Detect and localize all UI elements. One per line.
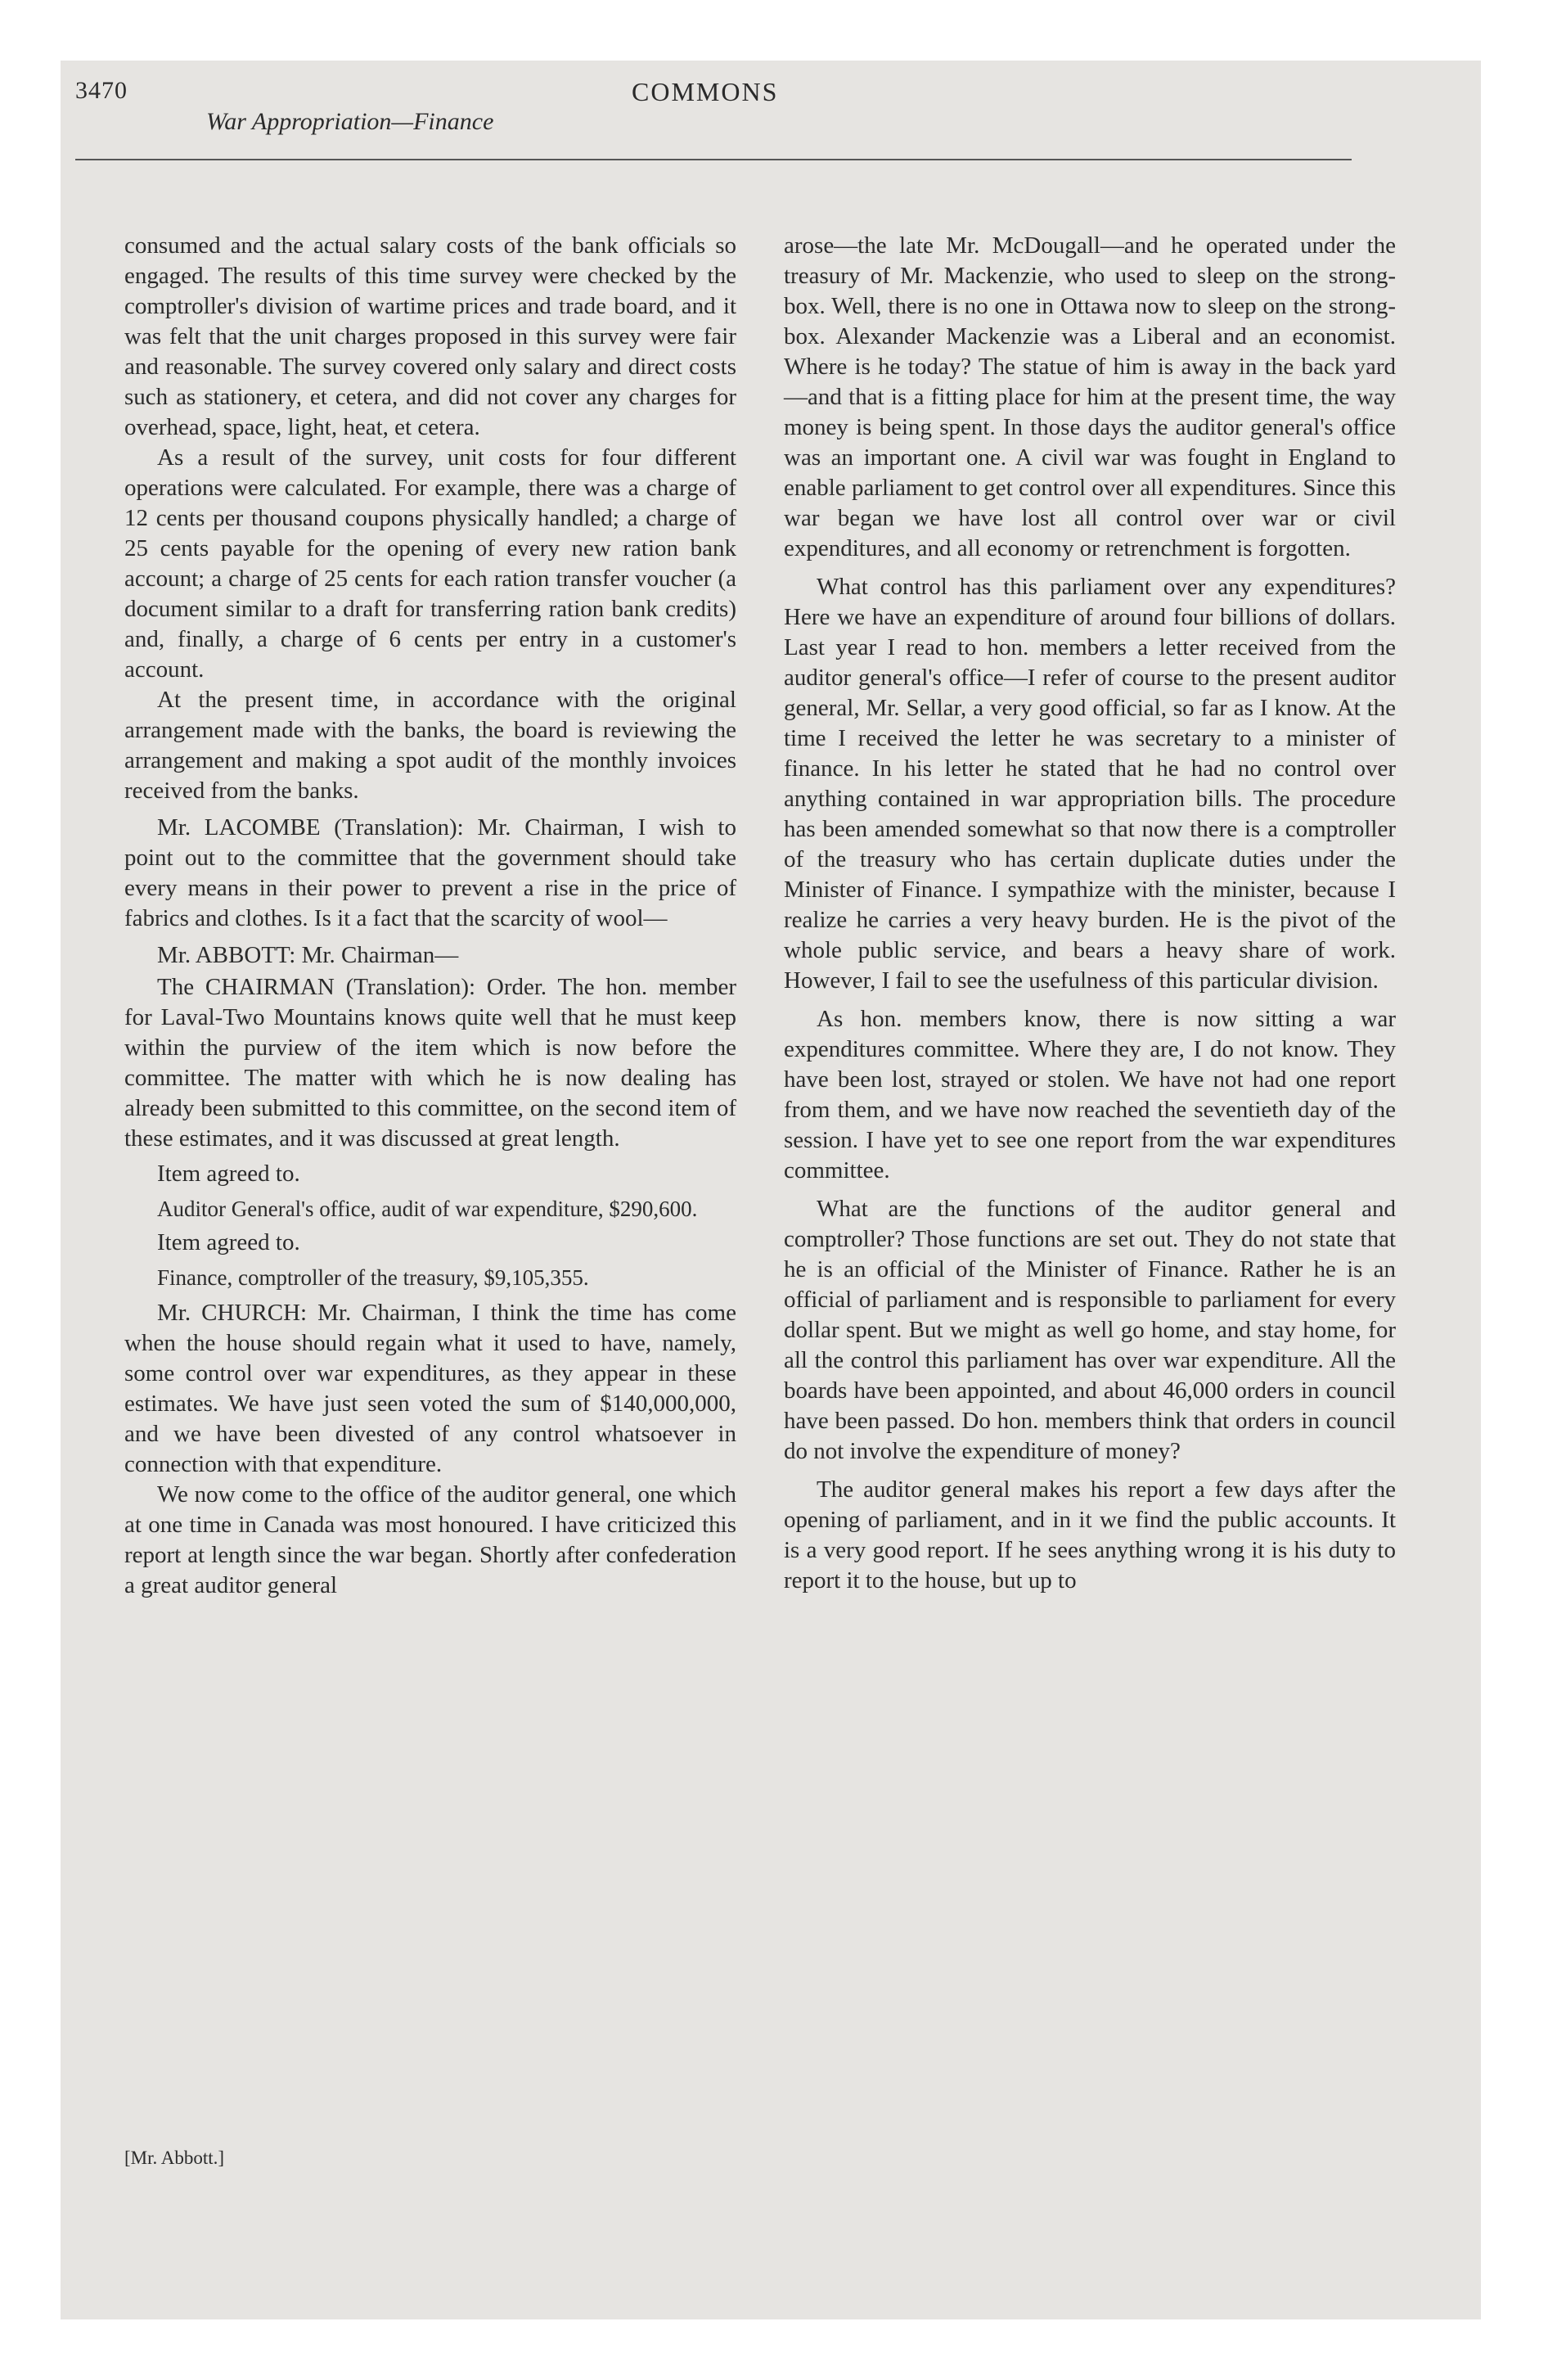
speech-abbott: Mr. ABBOTT: Mr. Chairman— bbox=[157, 942, 459, 968]
speech-chairman: The CHAIRMAN (Translation): Order. The hon. member for Laval-Two Mountains knows quite well that he must keep within the purview of the item which is now before the committee. The matter with which he is now dealing has already been submitted to this committee, on the second item of these estimates, and it was discussed at great length. bbox=[124, 974, 736, 1152]
left-column bbox=[124, 231, 736, 1601]
estimate-item: Finance, comptroller of the treasury, $9,105,355. bbox=[157, 1265, 589, 1290]
house-title: COMMONS bbox=[632, 77, 779, 106]
paragraph: As hon. members know, there is now sitting a war expenditures committee. Where they are, I do not know. They have been lost, strayed or stolen. We have not had one report from them, and we have now reached the seventieth day of the session. I have yet to see one report from the war expenditures committee. bbox=[784, 1006, 1396, 1183]
paragraph: What are the functions of the auditor general and comptroller? Those functions are set out. They do not state that he is an official of the Minister of Finance. Rather he is an official of parliament and is responsible to parliament for every dollar spent. But we might as well go home, and stay home, for all the control this parliament has over war expenditure. All the boards have been appointed, and about 46,000 orders in council have been passed. Do hon. members think that orders in council do not involve the expenditure of money? bbox=[784, 1196, 1396, 1464]
item-agreed: Item agreed to. bbox=[157, 1229, 300, 1255]
page-number: 3470 bbox=[75, 77, 128, 104]
running-subject: War Appropriation—Finance bbox=[206, 108, 494, 135]
paragraph: What control has this parliament over any expenditures? Here we have an expenditure of around four billions of dollars. Last year I read to hon. members a letter received from the auditor general's office—I refer of course to the present auditor general, Mr. Sellar, a very good official, so far as I know. At the time I received the letter he was secretary to a minister of finance. In his letter he stated that he had no control over anything contained in war appropriation bills. The procedure has been amended somewhat so that now there is a comptroller of the treasury who has certain duplicate duties under the Minister of Finance. I sympathize with the minister, because I realize he carries a very heavy burden. He is the pivot of the whole public service, and bears a heavy share of work. However, I fail to see the usefulness of this particular division. bbox=[784, 574, 1396, 994]
paragraph: At the present time, in accordance with the original arrangement made with the banks, the board is reviewing the arrangement and making a spot audit of the monthly invoices received from the banks. bbox=[124, 687, 736, 804]
page-header bbox=[75, 77, 1352, 183]
right-column bbox=[784, 231, 1396, 1596]
header-rule bbox=[75, 159, 1352, 160]
item-agreed: Item agreed to. bbox=[157, 1161, 300, 1187]
paragraph: consumed and the actual salary costs of the bank officials so engaged. The results of this time survey were checked by the comptroller's division of wartime prices and trade board, and it was felt that the unit charges proposed in this survey were fair and reasonable. The survey covered only salary and direct costs such as stationery, et cetera, and did not cover any charges for overhead, space, light, heat, et cetera. bbox=[124, 232, 736, 440]
footer-speaker-note: [Mr. Abbott.] bbox=[124, 2148, 225, 2168]
paragraph: arose—the late Mr. McDougall—and he operated under the treasury of Mr. Mackenzie, who used to sleep on the strong-box. Well, there is no one in Ottawa now to sleep on the strong-box. Alexander Mackenzie was a Liberal and an economist. Where is he today? The statue of him is away in the back yard—and that is a fitting place for him at the present time, the way money is being spent. In those days the auditor general's office was an important one. A civil war was fought in England to enable parliament to get control over all expenditures. Since this war began we have lost all control over war or civil expenditures, and all economy or retrenchment is forgotten. bbox=[784, 232, 1396, 561]
speech-lacombe: Mr. LACOMBE (Translation): Mr. Chairman, I wish to point out to the committee that the government should take every means in their power to prevent a rise in the price of fabrics and clothes. Is it a fact that the scarcity of wool— bbox=[124, 814, 736, 931]
estimate-item: Auditor General's office, audit of war expenditure, $290,600. bbox=[157, 1197, 698, 1221]
speech-church: Mr. CHURCH: Mr. Chairman, I think the time has come when the house should regain what it used to have, namely, some control over war expenditures, as they appear in these estimates. We have just seen voted the sum of $140,000,000, and we have been divested of any control whatsoever in connection with that expenditure. bbox=[124, 1300, 736, 1477]
paragraph: As a result of the survey, unit costs for four different operations were calculated. For example, there was a charge of 12 cents per thousand coupons physically handled; a charge of 25 cents payable for the opening of every new ration bank account; a charge of 25 cents for each ration transfer voucher (a document similar to a draft for transferring ration bank credits) and, finally, a charge of 6 cents per entry in a customer's account. bbox=[124, 444, 736, 683]
paragraph: We now come to the office of the auditor general, one which at one time in Canada was most honoured. I have criticized this report at length since the war began. Shortly after confederation a great auditor general bbox=[124, 1481, 736, 1598]
paragraph: The auditor general makes his report a few days after the opening of parliament, and in it we find the public accounts. It is a very good report. If he sees anything wrong it is his duty to report it to the house, but up to bbox=[784, 1476, 1396, 1593]
